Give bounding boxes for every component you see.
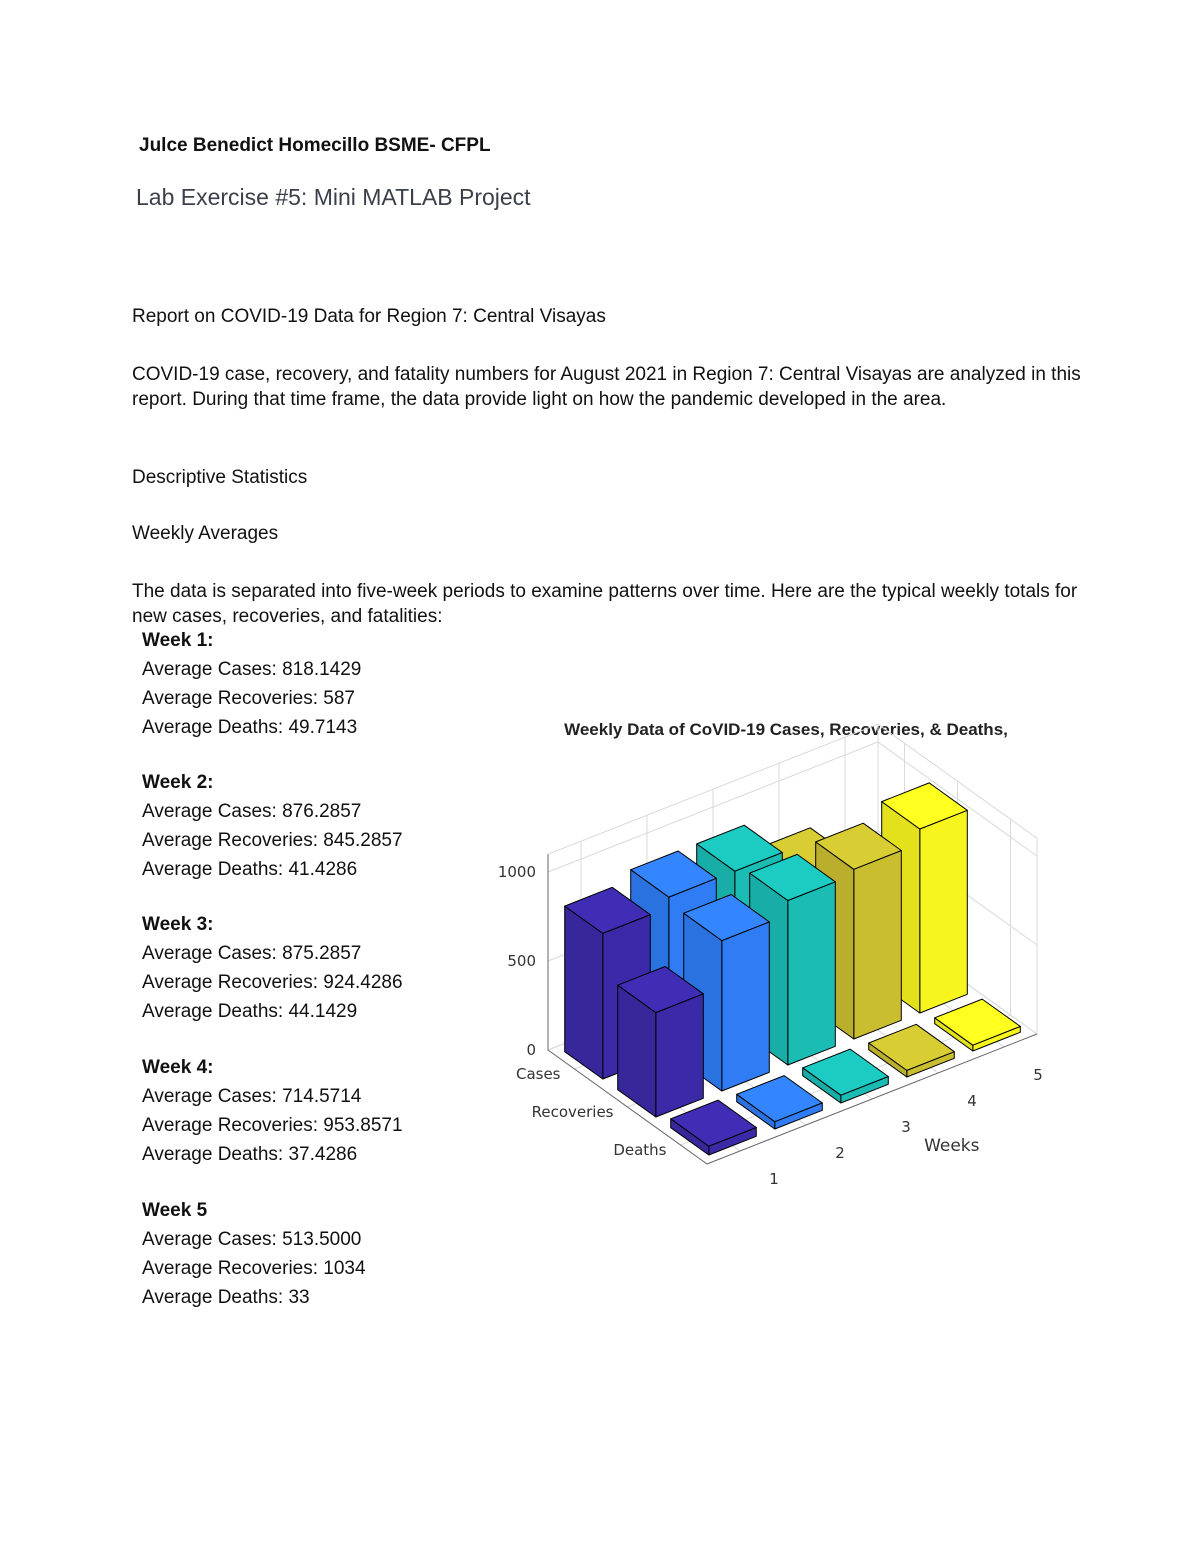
week-deaths: Average Deaths: 41.4286 (142, 859, 358, 880)
week-cases: Average Cases: 513.5000 (142, 1229, 362, 1250)
week-title: Week 2: (142, 772, 214, 793)
week-title: Week 5 (142, 1200, 208, 1221)
week-deaths: Average Deaths: 33 (142, 1287, 310, 1308)
report-title: Report on COVID-19 Data for Region 7: Central Visayas (132, 306, 606, 327)
week-cases: Average Cases: 818.1429 (142, 659, 362, 680)
week-title: Week 1: (142, 630, 214, 651)
bar-recoveries-week-1 (618, 967, 704, 1118)
bar-front-face (656, 994, 704, 1117)
x-tick-label: 3 (901, 1118, 911, 1136)
series-label: Cases (515, 1065, 561, 1083)
section-heading: Descriptive Statistics (132, 467, 308, 488)
lab-title: Lab Exercise #5: Mini MATLAB Project (136, 184, 531, 210)
x-axis-label: Weeks (924, 1136, 980, 1157)
x-tick-label: 2 (835, 1144, 845, 1162)
z-tick-label: 1000 (497, 863, 536, 881)
week-deaths: Average Deaths: 49.7143 (142, 717, 358, 738)
week-cases: Average Cases: 876.2857 (142, 801, 362, 822)
bar-front-face (920, 810, 968, 1013)
bar-deaths-week-2 (737, 1076, 823, 1129)
week-recoveries: Average Recoveries: 587 (142, 688, 355, 709)
weekly-paragraph: The data is separated into five-week periods to examine patterns over time. Here are the typical weekly totals for new cases, recoveries, and fatalities: (132, 581, 1078, 627)
week-5-block (142, 1196, 366, 1312)
x-tick-label: 5 (1033, 1066, 1043, 1084)
z-tick-label: 0 (526, 1041, 536, 1059)
z-tick-label: 500 (507, 952, 536, 970)
week-cases: Average Cases: 714.5714 (142, 1086, 362, 1107)
week-title: Week 4: (142, 1057, 214, 1078)
week-1-block (142, 626, 361, 742)
week-recoveries: Average Recoveries: 1034 (142, 1258, 366, 1279)
week-3-block (142, 910, 403, 1026)
x-tick-label: 1 (769, 1170, 779, 1188)
bar-front-face (722, 922, 770, 1091)
author-line: Julce Benedict Homecillo BSME- CFPL (139, 135, 491, 156)
week-recoveries: Average Recoveries: 924.4286 (142, 972, 403, 993)
bar-chart-3d (440, 705, 1080, 1225)
week-title: Week 3: (142, 914, 214, 935)
week-deaths: Average Deaths: 37.4286 (142, 1144, 358, 1165)
chart-title: Weekly Data of CoVID-19 Cases, Recoveries, & Deaths, (564, 720, 1008, 739)
week-deaths: Average Deaths: 44.1429 (142, 1001, 358, 1022)
intro-paragraph: COVID-19 case, recovery, and fatality numbers for August 2021 in Region 7: Central Visayas are analyzed in this report. During that time frame, the data provide light on how the pandemic developed in the area. (132, 364, 1081, 410)
bar-front-face (788, 882, 836, 1065)
bar-side-face (565, 906, 603, 1079)
bar-front-face (854, 851, 902, 1040)
series-label: Recoveries (531, 1103, 614, 1121)
x-tick-label: 4 (967, 1092, 977, 1110)
series-label: Deaths (613, 1141, 667, 1159)
week-cases: Average Cases: 875.2857 (142, 943, 362, 964)
week-recoveries: Average Recoveries: 953.8571 (142, 1115, 403, 1136)
subsection-heading: Weekly Averages (132, 523, 279, 544)
bar-deaths-week-3 (803, 1049, 889, 1103)
week-4-block (142, 1053, 403, 1169)
week-recoveries: Average Recoveries: 845.2857 (142, 830, 403, 851)
week-2-block (142, 768, 403, 884)
